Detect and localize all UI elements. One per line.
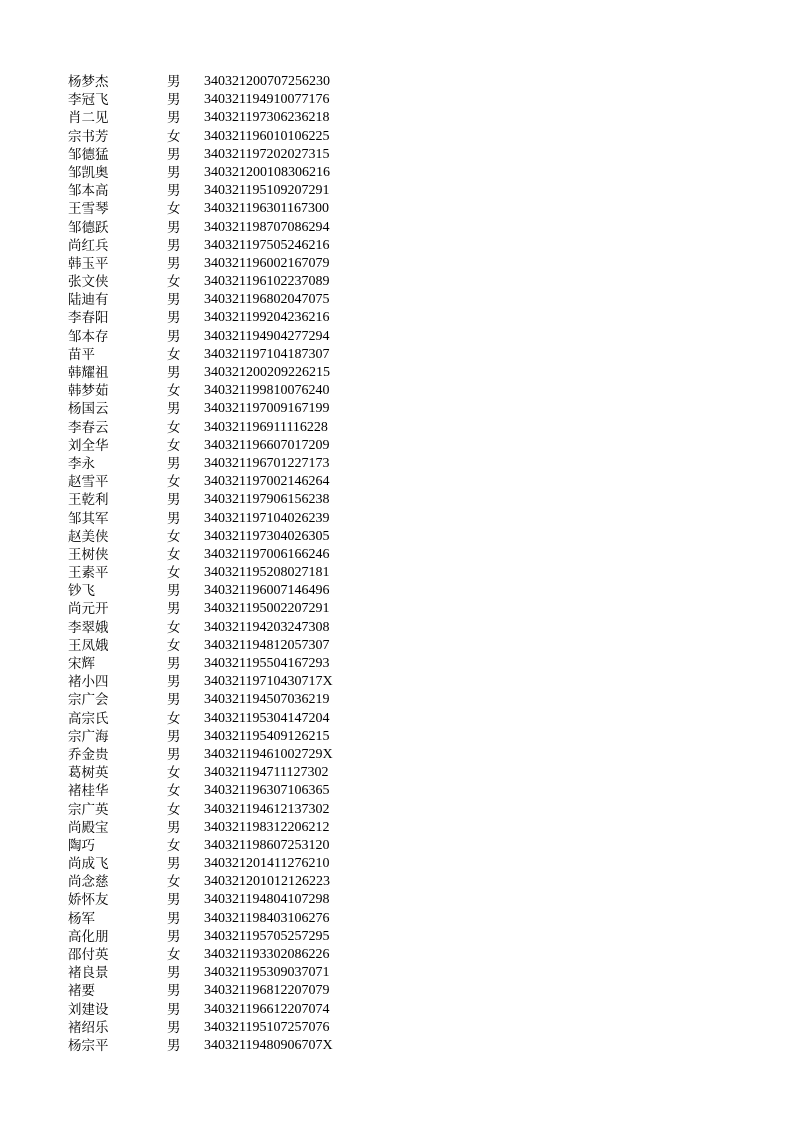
table-row [68, 346, 368, 364]
person-id-number: 340321195002207291 [204, 601, 330, 617]
person-gender: 男 [167, 146, 181, 163]
table-row [68, 291, 368, 309]
person-gender: 男 [167, 692, 181, 709]
person-gender: 男 [167, 1019, 181, 1036]
table-row [68, 91, 368, 109]
person-id-number: 340321198607253120 [204, 837, 330, 853]
person-id-number: 34032119461002729X [204, 746, 333, 762]
person-name: 尚殿宝 [68, 819, 109, 836]
person-gender: 女 [167, 874, 181, 891]
person-name: 杨宗平 [68, 1037, 109, 1054]
person-gender: 男 [167, 455, 181, 472]
person-id-number: 340321196802047075 [204, 292, 330, 308]
table-row [68, 1019, 368, 1037]
person-name: 李永 [68, 455, 95, 472]
person-id-number: 340321197104026239 [204, 510, 330, 526]
person-gender: 男 [167, 1001, 181, 1018]
table-row [68, 564, 368, 582]
table-row [68, 164, 368, 182]
person-gender: 女 [167, 947, 181, 963]
person-name: 尚成飞 [68, 856, 109, 873]
person-name: 王乾利 [68, 492, 109, 509]
person-name: 张文侠 [68, 274, 109, 291]
person-name: 宗广会 [68, 692, 109, 709]
person-gender: 女 [167, 383, 181, 400]
person-gender: 男 [167, 965, 181, 982]
person-name: 杨国云 [68, 401, 109, 418]
person-gender: 男 [167, 510, 181, 527]
person-gender: 男 [167, 656, 181, 672]
person-id-number: 340321196007146496 [204, 583, 330, 599]
person-gender: 女 [167, 474, 181, 491]
person-id-number: 340321195309037071 [204, 965, 330, 981]
person-id-number: 340321198312206212 [204, 819, 330, 835]
person-id-number: 340321194812057307 [204, 637, 330, 653]
person-gender: 男 [167, 492, 181, 509]
person-name: 尚红兵 [68, 237, 109, 254]
person-id-number: 340321195208027181 [204, 565, 330, 581]
person-id-number: 340321201012126223 [204, 874, 330, 890]
person-name: 娇怀友 [68, 892, 109, 909]
person-gender: 男 [167, 92, 181, 109]
table-row [68, 710, 368, 728]
table-row [68, 837, 368, 855]
person-id-number: 340321196301167300 [204, 201, 329, 217]
table-row [68, 946, 368, 964]
person-gender: 男 [167, 219, 181, 236]
table-row [68, 582, 368, 600]
table-row [68, 364, 368, 382]
person-name: 尚念慈 [68, 874, 109, 891]
table-row [68, 1037, 368, 1055]
table-row [68, 528, 368, 546]
person-id-number: 34032119710430717X [204, 674, 333, 690]
table-row [68, 782, 368, 800]
table-row [68, 728, 368, 746]
person-id-number: 340321198403106276 [204, 910, 330, 926]
table-row [68, 546, 368, 564]
person-gender: 男 [167, 164, 181, 181]
table-row [68, 273, 368, 291]
table-row [68, 819, 368, 837]
person-id-number: 340321197104187307 [204, 346, 330, 362]
person-gender: 女 [167, 801, 181, 818]
person-name: 赵美侠 [68, 528, 109, 545]
person-gender: 男 [167, 255, 181, 272]
person-id-number: 340321200707256230 [204, 74, 330, 89]
person-gender: 男 [167, 328, 181, 345]
person-id-number: 340321199204236216 [204, 310, 330, 326]
person-id-number: 340321197505246216 [204, 237, 330, 253]
person-gender: 男 [167, 583, 181, 600]
table-row [68, 328, 368, 346]
person-gender: 女 [167, 419, 181, 436]
person-id-number: 340321196612207074 [204, 1001, 330, 1017]
table-row [68, 1001, 368, 1019]
person-name: 乔金贵 [68, 746, 109, 763]
person-id-number: 340321201411276210 [204, 856, 330, 872]
person-id-number: 340321200209226215 [204, 365, 330, 380]
person-gender: 女 [167, 528, 181, 545]
table-row [68, 237, 368, 255]
table-row [68, 128, 368, 146]
person-id-number: 340321194711127302 [204, 765, 329, 781]
person-name: 韩玉平 [68, 255, 109, 272]
person-id-number: 340321200108306216 [204, 164, 330, 180]
person-gender: 男 [167, 892, 181, 909]
table-row [68, 600, 368, 618]
person-name: 赵雪平 [68, 474, 109, 491]
person-name: 肖二见 [68, 110, 109, 127]
person-gender: 男 [167, 983, 181, 1000]
person-id-number: 340321194804107298 [204, 892, 330, 908]
person-id-number: 340321196607017209 [204, 437, 330, 453]
table-row [68, 746, 368, 764]
person-name: 王树侠 [68, 546, 109, 563]
person-gender: 男 [167, 237, 181, 254]
person-id-number: 340321197002146264 [204, 474, 330, 490]
person-gender: 男 [167, 1037, 181, 1054]
person-id-number: 340321196911116228 [204, 419, 328, 435]
table-row [68, 455, 368, 473]
person-gender: 男 [167, 74, 181, 90]
table-row [68, 200, 368, 218]
person-id-number: 340321195409126215 [204, 728, 330, 744]
table-row [68, 891, 368, 909]
person-id-number: 340321195304147204 [204, 710, 330, 726]
person-gender: 男 [167, 601, 181, 618]
table-row [68, 109, 368, 127]
person-gender: 男 [167, 183, 181, 200]
person-gender: 女 [167, 565, 181, 582]
person-gender: 女 [167, 437, 181, 454]
person-name: 李翠娥 [68, 619, 109, 636]
table-row [68, 491, 368, 509]
person-name: 陆迪有 [68, 292, 109, 309]
person-gender: 男 [167, 674, 181, 691]
table-row [68, 928, 368, 946]
person-name: 葛树英 [68, 765, 109, 782]
table-row [68, 437, 368, 455]
table-row [68, 400, 368, 418]
table-row [68, 255, 368, 273]
person-gender: 女 [167, 128, 181, 145]
person-id-number: 340321193302086226 [204, 947, 330, 962]
person-gender: 男 [167, 910, 181, 927]
person-gender: 女 [167, 274, 181, 291]
table-row [68, 473, 368, 491]
table-row [68, 873, 368, 891]
person-name: 褚良景 [68, 965, 109, 982]
person-id-number: 340321194507036219 [204, 692, 330, 708]
person-gender: 女 [167, 619, 181, 636]
person-name: 李春云 [68, 419, 109, 436]
person-id-number: 340321197202027315 [204, 146, 330, 162]
person-name: 邹本存 [68, 328, 109, 345]
person-name: 高化朋 [68, 928, 109, 945]
table-row [68, 382, 368, 400]
person-id-number: 340321194203247308 [204, 619, 330, 635]
person-name: 刘建设 [68, 1001, 109, 1018]
person-gender: 女 [167, 710, 181, 727]
person-id-number: 340321194904277294 [204, 328, 330, 344]
person-id-number: 340321194612137302 [204, 801, 330, 817]
table-row [68, 910, 368, 928]
person-name: 褚桂华 [68, 783, 109, 800]
table-row [68, 801, 368, 819]
person-name: 褚绍乐 [68, 1019, 109, 1036]
person-gender: 男 [167, 856, 181, 873]
person-name: 宋辉 [68, 656, 95, 672]
person-name: 苗平 [68, 346, 95, 363]
person-name: 邹本高 [68, 183, 109, 200]
person-name: 褚要 [68, 983, 95, 1000]
table-row [68, 219, 368, 237]
person-gender: 男 [167, 401, 181, 418]
person-name: 宗广英 [68, 801, 109, 818]
person-gender: 女 [167, 346, 181, 363]
person-name: 宗书芳 [68, 128, 109, 145]
person-gender: 女 [167, 201, 181, 218]
table-row [68, 655, 368, 673]
person-name: 尚元开 [68, 601, 109, 618]
person-name: 邵付英 [68, 947, 109, 963]
person-id-number: 340321198707086294 [204, 219, 330, 235]
person-name: 杨梦杰 [68, 74, 109, 90]
person-id-number: 340321195107257076 [204, 1019, 330, 1035]
person-gender: 男 [167, 728, 181, 745]
person-name: 李春阳 [68, 310, 109, 327]
person-id-number: 340321196002167079 [204, 255, 330, 271]
table-row [68, 673, 368, 691]
table-row [68, 510, 368, 528]
person-id-number: 340321199810076240 [204, 383, 330, 399]
person-name: 邹凯奥 [68, 164, 109, 181]
person-gender: 女 [167, 637, 181, 654]
person-id-number: 340321197306236218 [204, 110, 330, 126]
person-name: 韩耀祖 [68, 365, 109, 381]
person-id-number: 340321196307106365 [204, 783, 330, 799]
record-table [68, 73, 368, 1055]
table-row [68, 419, 368, 437]
person-name: 杨军 [68, 910, 95, 927]
person-id-number: 340321196102237089 [204, 274, 330, 290]
person-name: 陶巧 [68, 837, 95, 854]
person-id-number: 340321197009167199 [204, 401, 330, 417]
table-row [68, 982, 368, 1000]
person-gender: 女 [167, 546, 181, 563]
table-row [68, 619, 368, 637]
person-id-number: 340321194910077176 [204, 92, 330, 108]
person-id-number: 340321196701227173 [204, 455, 330, 471]
table-row [68, 964, 368, 982]
person-gender: 男 [167, 819, 181, 836]
person-id-number: 34032119480906707X [204, 1037, 333, 1053]
person-name: 韩梦茹 [68, 383, 109, 400]
table-row [68, 855, 368, 873]
person-name: 王雪琴 [68, 201, 109, 218]
person-gender: 男 [167, 365, 181, 381]
person-gender: 女 [167, 765, 181, 782]
person-name: 褚小四 [68, 674, 109, 691]
person-name: 宗广海 [68, 728, 109, 745]
person-id-number: 340321195109207291 [204, 183, 330, 199]
person-name: 高宗氏 [68, 710, 109, 727]
table-row [68, 309, 368, 327]
person-name: 王凤娥 [68, 637, 109, 654]
person-name: 邹德跃 [68, 219, 109, 236]
person-name: 李冠飞 [68, 92, 109, 109]
person-name: 邹其军 [68, 510, 109, 527]
person-gender: 男 [167, 110, 181, 127]
table-row [68, 146, 368, 164]
table-row [68, 73, 368, 91]
person-name: 王素平 [68, 565, 109, 582]
table-row [68, 637, 368, 655]
person-id-number: 340321195705257295 [204, 928, 330, 944]
person-name: 邹德猛 [68, 146, 109, 163]
person-gender: 男 [167, 292, 181, 309]
person-id-number: 340321197304026305 [204, 528, 330, 544]
person-id-number: 340321196010106225 [204, 128, 330, 144]
table-row [68, 182, 368, 200]
person-gender: 男 [167, 928, 181, 945]
person-id-number: 340321196812207079 [204, 983, 330, 999]
person-gender: 女 [167, 783, 181, 800]
person-gender: 女 [167, 837, 181, 854]
person-gender: 男 [167, 746, 181, 763]
table-row [68, 691, 368, 709]
person-id-number: 340321195504167293 [204, 656, 330, 671]
person-name: 刘全华 [68, 437, 109, 454]
table-row [68, 764, 368, 782]
person-name: 钞飞 [68, 583, 95, 600]
person-id-number: 340321197906156238 [204, 492, 330, 508]
person-gender: 男 [167, 310, 181, 327]
person-id-number: 340321197006166246 [204, 546, 330, 562]
